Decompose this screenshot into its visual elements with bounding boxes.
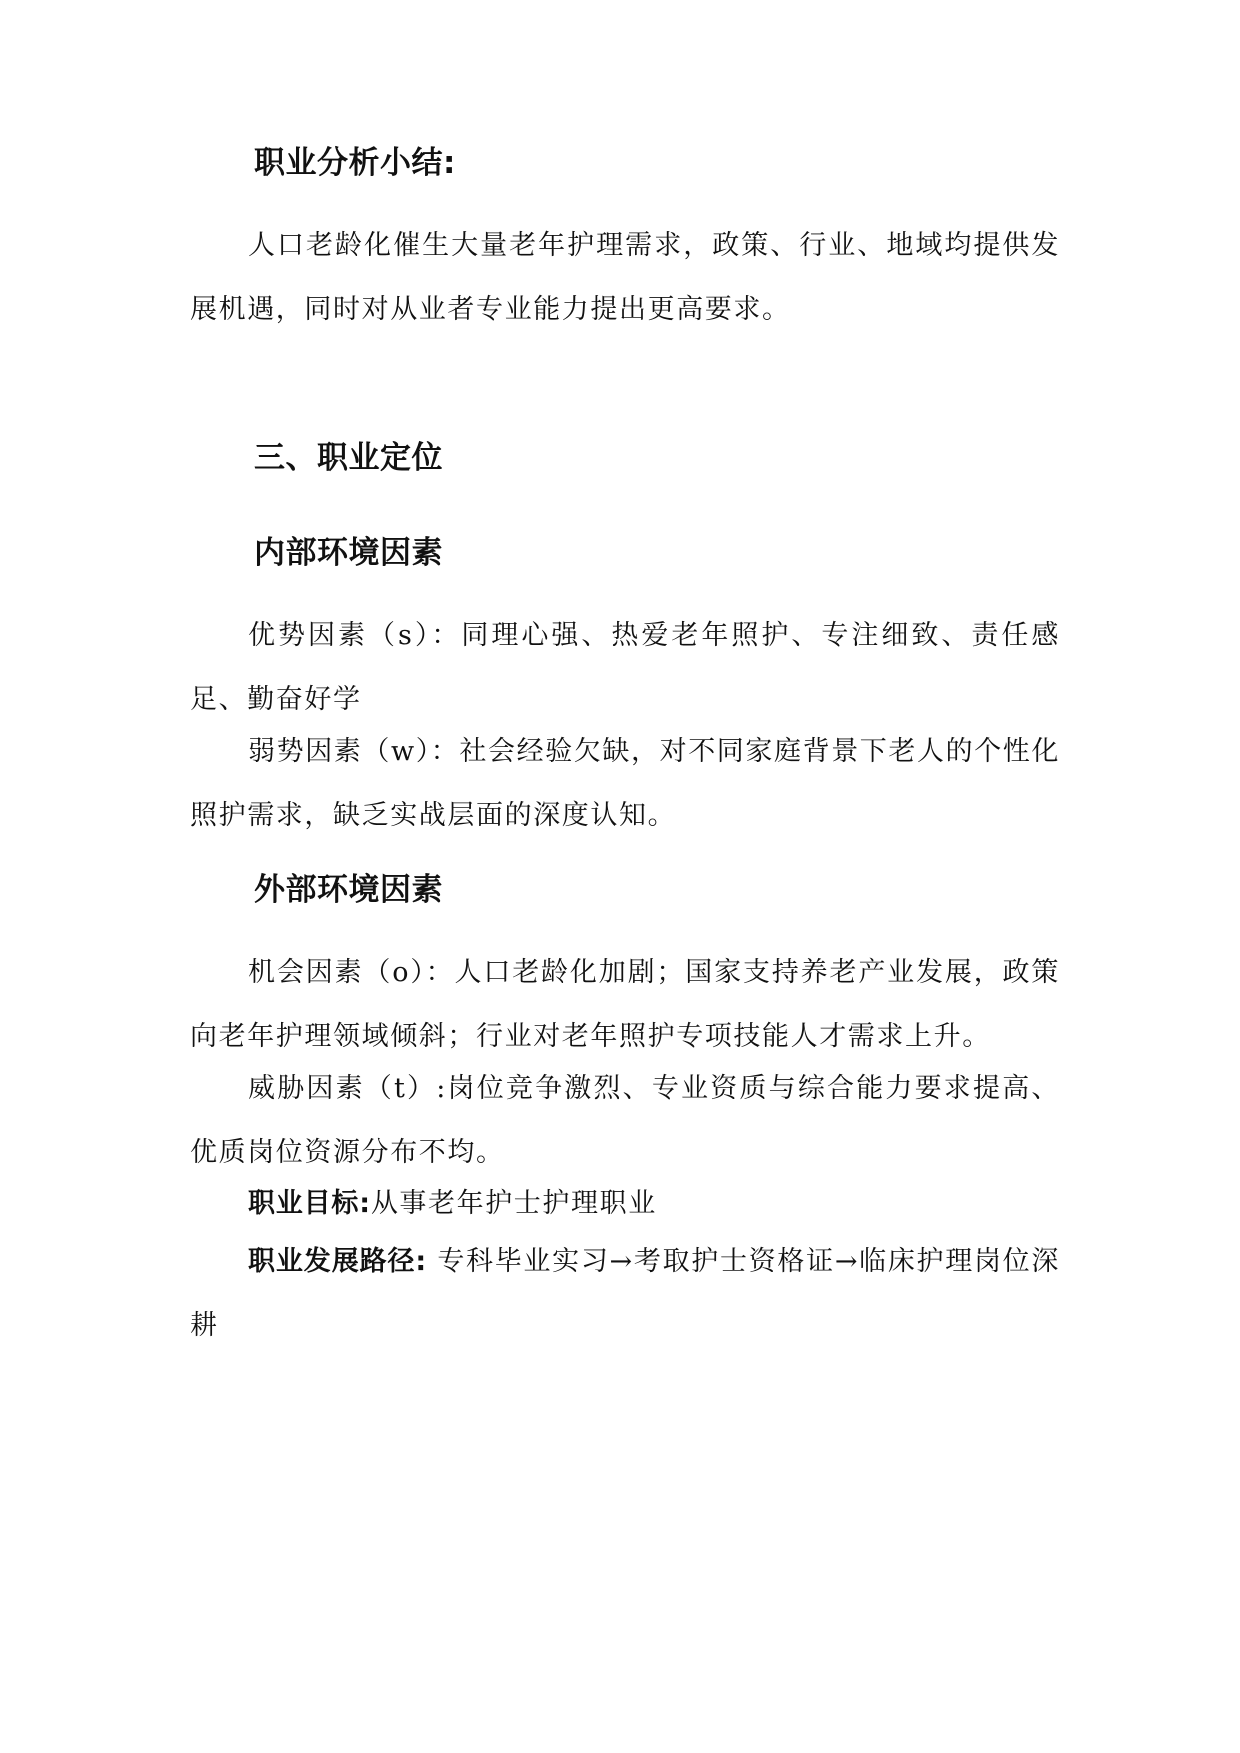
threats-paragraph: 威胁因素（t）:岗位竞争激烈、专业资质与综合能力要求提高、优质岗位资源分布不均。 [190, 1073, 1060, 1168]
career-goal-text: 从事老年护士护理职业 [370, 1188, 657, 1219]
summary-heading: 职业分析小结: [254, 145, 456, 181]
strengths-paragraph: 优势因素（s）：同理心强、热爱老年照护、专注细致、责任感足、勤奋好学 [190, 620, 1060, 715]
opportunities-paragraph: 机会因素（o）：人口老龄化加剧；国家支持养老产业发展，政策向老年护理领域倾斜；行业对老年照护专项技能人才需求上升。 [190, 957, 1060, 1052]
career-goal-label: 职业目标: [248, 1188, 371, 1219]
career-path-text: 专科毕业实习→考取护士资格证→临床护理岗位深耕 [190, 1246, 1060, 1341]
internal-factors-heading: 内部环境因素 [254, 535, 443, 571]
external-factors-heading: 外部环境因素 [254, 872, 443, 908]
career-path-label: 职业发展路径: [248, 1246, 428, 1277]
section-heading-career-positioning: 三、职业定位 [254, 440, 443, 476]
summary-paragraph: 人口老龄化催生大量老年护理需求，政策、行业、地域均提供发展机遇，同时对从业者专业能力提出更高要求。 [190, 230, 1060, 325]
weaknesses-paragraph: 弱势因素（w）：社会经验欠缺，对不同家庭背景下老人的个性化照护需求，缺乏实战层面的深度认知。 [190, 736, 1061, 831]
career-path-paragraph [190, 1230, 1060, 1358]
career-goal-paragraph [190, 1172, 1060, 1236]
